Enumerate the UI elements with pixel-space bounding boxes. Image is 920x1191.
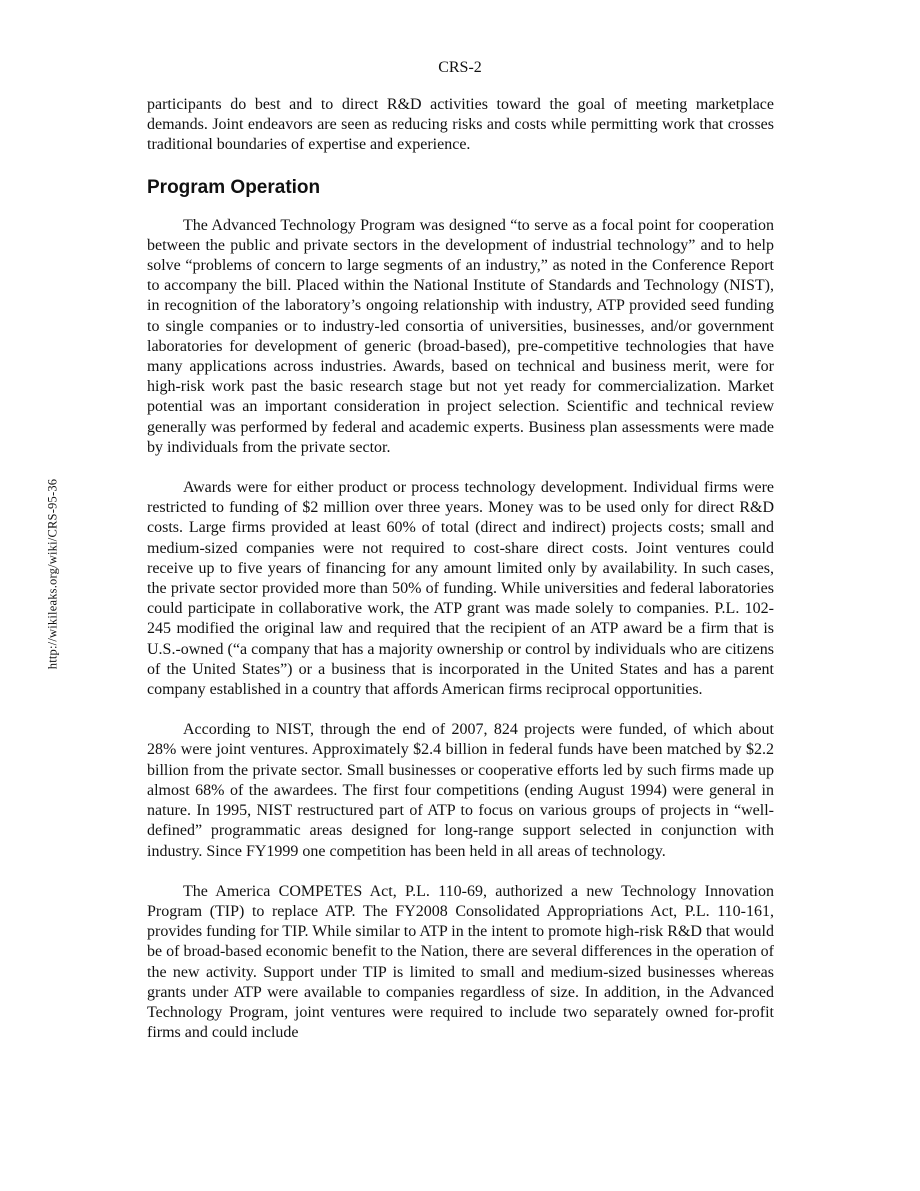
- section-heading: Program Operation: [147, 176, 321, 198]
- lead-paragraph: participants do best and to direct R&D activities toward the goal of meeting marketplace demands. Joint endeavors are seen as reducing risks and costs while permitting work that crosses traditional boundaries of expertise and experience.: [147, 96, 774, 154]
- paragraph-funding-statistics: According to NIST, through the end of 2007, 824 projects were funded, of which about 28% were joint ventures. Approximately $2.4 billion in federal funds have been matched by $2.2 billion from the private sector. Small businesses or cooperative efforts led by such firms made up almost 68% of the awardees. The first four competitions (ending August 1994) were general in nature. In 1995, NIST restructured part of ATP to focus on various groups of projects in “well-defined” programmatic areas designed for long-range support selected in conjunction with industry. Since FY1999 one competition has been held in all areas of technology.: [147, 721, 774, 860]
- paragraph-tip-replacement: The America COMPETES Act, P.L. 110-69, authorized a new Technology Innovation Program (TIP) to replace ATP. The FY2008 Consolidated Appropriations Act, P.L. 110-161, provides funding for TIP. While similar to ATP in the intent to promote high-risk R&D that would be of broad-based economic benefit to the Nation, there are several differences in the operation of the new activity. Support under TIP is limited to small and medium-sized businesses whereas grants under ATP were available to companies regardless of size. In addition, in the Advanced Technology Program, joint ventures were required to include two separately owned for-profit firms and could include: [147, 882, 774, 1042]
- document-body: [147, 95, 774, 1063]
- paragraph-program-design: The Advanced Technology Program was designed “to serve as a focal point for cooperation between the public and private sectors in the development of industrial technology” and to help solve “problems of concern to large segments of an industry,” as noted in the Conference Report to accompany the bill. Placed within the National Institute of Standards and Technology (NIST), in recognition of the laboratory’s ongoing relationship with industry, ATP provided seed funding to single companies or to industry-led consortia of universities, businesses, and/or government laboratories for development of generic (broad-based), pre-competitive technologies that have many applications across industries. Awards, based on technical and business merit, were for high-risk work past the basic research stage but not yet ready for commercialization. Market potential was an important consideration in project selection. Scientific and technical review generally was performed by federal and academic experts. Business plan assessments were made by individuals from the private sector.: [147, 216, 774, 456]
- paragraph-award-rules: Awards were for either product or process technology development. Individual firms were restricted to funding of $2 million over three years. Money was to be used only for direct R&D costs. Large firms provided at least 60% of total (direct and indirect) projects costs; small and medium-sized companies were not required to cost-share direct costs. Joint ventures could receive up to five years of financing for any amount limited only by availability. In such cases, the private sector provided more than 50% of funding. While universities and federal laboratories could participate in collaborative work, the ATP grant was made solely to companies. P.L. 102-245 modified the original law and required that the recipient of an ATP award be a firm that is U.S.-owned (“a company that has a majority ownership or control by individuals who are citizens of the United States”) or a business that is incorporated in the United States and has a parent company established in a country that affords American firms reciprocal opportunities.: [147, 479, 774, 699]
- page-number-header: CRS-2: [438, 59, 482, 76]
- source-url-watermark: http://wikileaks.org/wiki/CRS-95-36: [45, 478, 60, 670]
